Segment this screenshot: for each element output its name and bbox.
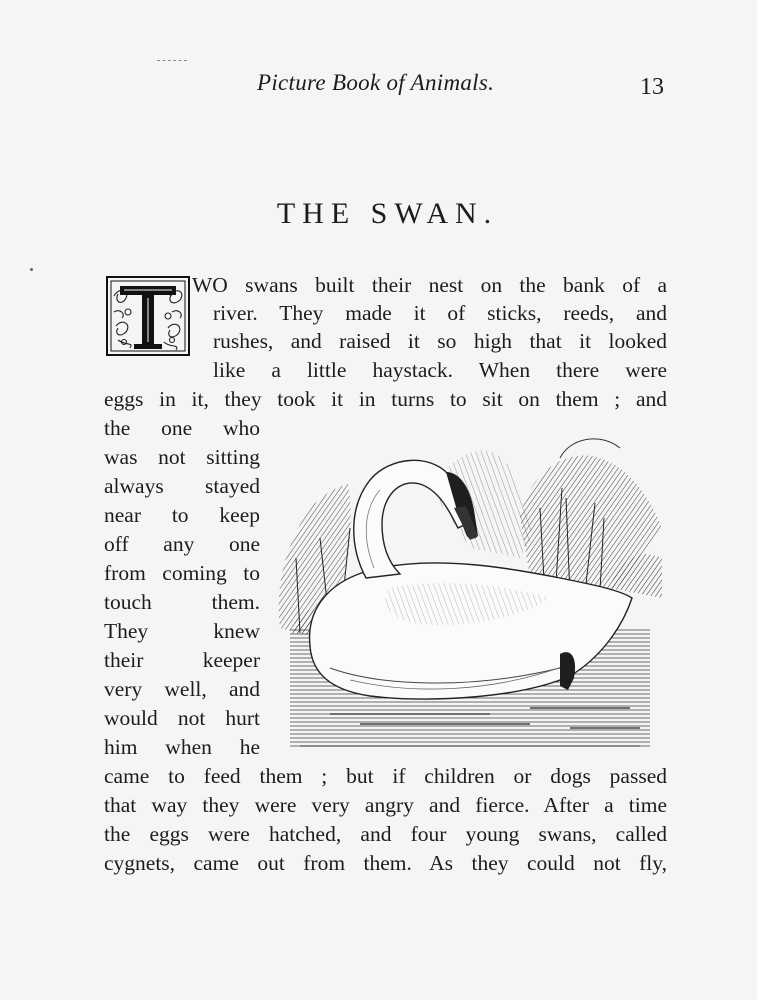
text-line: They knew <box>104 619 260 643</box>
text-line: cygnets, came out from them. As they could not fly, <box>104 851 667 875</box>
print-mark <box>157 60 187 62</box>
text-line: that way they were very angry and fierce. After a time <box>104 793 667 817</box>
text-line: would not hurt <box>104 706 260 730</box>
text-line: river. They made it of sticks, reeds, and <box>213 301 667 325</box>
text-line: WO swans built their nest on the bank of a <box>192 273 667 297</box>
text-line: came to feed them ; but if children or dogs passed <box>104 764 667 788</box>
swan-illustration <box>270 428 666 754</box>
text-line: was not sitting <box>104 445 260 469</box>
paper-speck <box>30 268 33 271</box>
text-line: their keeper <box>104 648 260 672</box>
text-line: always stayed <box>104 474 260 498</box>
text-line: near to keep <box>104 503 260 527</box>
text-line: the eggs were hatched, and four young swans, called <box>104 822 667 846</box>
running-head: Picture Book of Animals. <box>257 70 495 95</box>
text-line: the one who <box>104 416 260 440</box>
text-line: from coming to <box>104 561 260 585</box>
page-number: 13 <box>640 74 664 100</box>
chapter-title: THE SWAN. <box>276 197 499 230</box>
text-line: eggs in it, they took it in turns to sit on them ; and <box>104 387 667 411</box>
drop-cap-t <box>106 276 190 356</box>
text-line: touch them. <box>104 590 260 614</box>
text-line: him when he <box>104 735 260 759</box>
text-line: very well, and <box>104 677 260 701</box>
text-line: like a little haystack. When there were <box>213 358 667 382</box>
text-line: rushes, and raised it so high that it looked <box>213 329 667 353</box>
text-line: off any one <box>104 532 260 556</box>
